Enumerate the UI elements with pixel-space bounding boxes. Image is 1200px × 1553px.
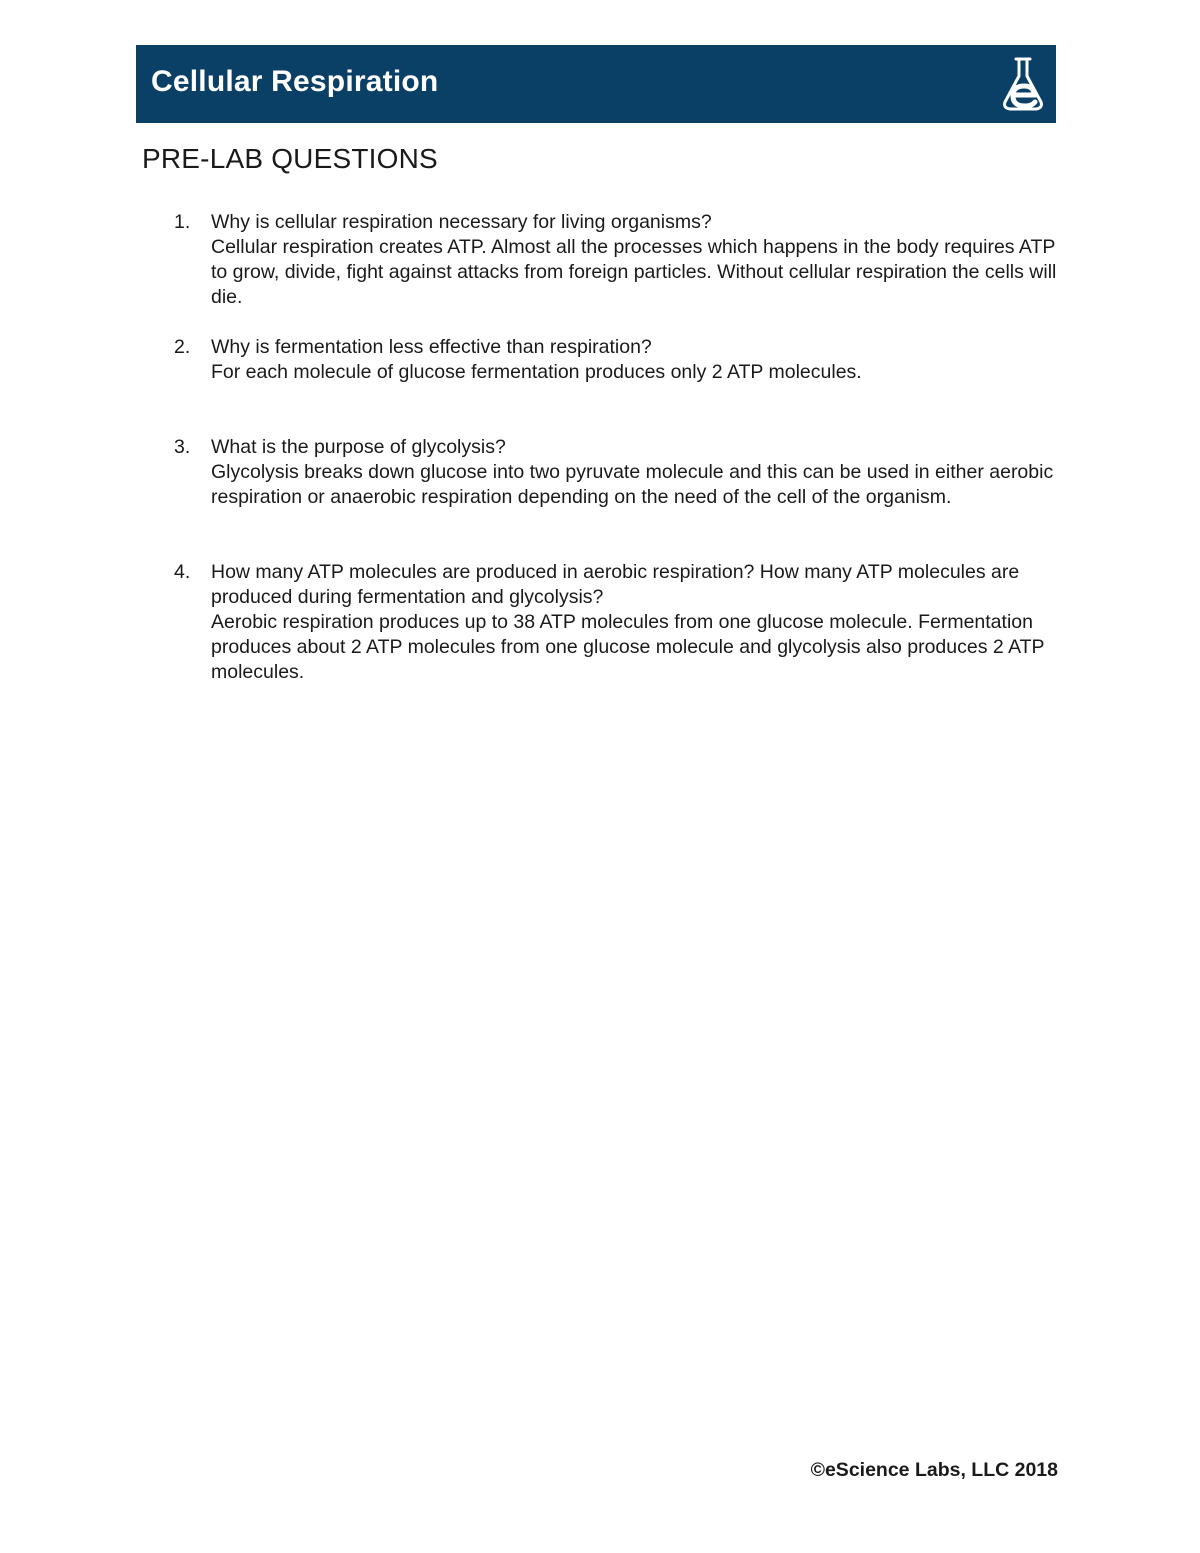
question-number: 2.: [174, 336, 191, 358]
question-item-4: [170, 560, 1060, 685]
page-title: Cellular Respiration: [151, 65, 439, 98]
question-text: Why is cellular respiration necessary for living organisms?: [211, 211, 712, 233]
question-item-3: [170, 435, 1060, 510]
question-item-2: [170, 335, 1060, 385]
header-bar: [136, 45, 1056, 123]
question-number: 3.: [174, 436, 191, 458]
footer-copyright: ©eScience Labs, LLC 2018: [810, 1459, 1058, 1481]
answer-text: Aerobic respiration produces up to 38 ATP molecules from one glucose molecule. Fermentation produces about 2 ATP molecules from one glucose molecule and glycolysis also produces 2 ATP molecules.: [211, 611, 1045, 683]
answer-text: Cellular respiration creates ATP. Almost all the processes which happens in the body requires ATP to grow, divide, fight against attacks from foreign particles. Without cellular respiration the cells will die.: [211, 236, 1057, 308]
question-item-1: [170, 210, 1060, 310]
section-title: PRE-LAB QUESTIONS: [142, 143, 438, 174]
question-number: 4.: [174, 561, 191, 583]
question-text: What is the purpose of glycolysis?: [211, 436, 506, 458]
flask-e-logo-icon: [1000, 56, 1046, 112]
question-text: How many ATP molecules are produced in aerobic respiration? How many ATP molecules are produced during fermentation and glycolysis?: [211, 561, 1020, 608]
answer-text: For each molecule of glucose fermentation produces only 2 ATP molecules.: [211, 361, 862, 383]
question-text: Why is fermentation less effective than respiration?: [211, 336, 652, 358]
answer-text: Glycolysis breaks down glucose into two pyruvate molecule and this can be used in either aerobic respiration or anaerobic respiration depending on the need of the cell of the organism.: [211, 461, 1054, 508]
question-list: [170, 210, 1060, 685]
question-number: 1.: [174, 211, 191, 233]
